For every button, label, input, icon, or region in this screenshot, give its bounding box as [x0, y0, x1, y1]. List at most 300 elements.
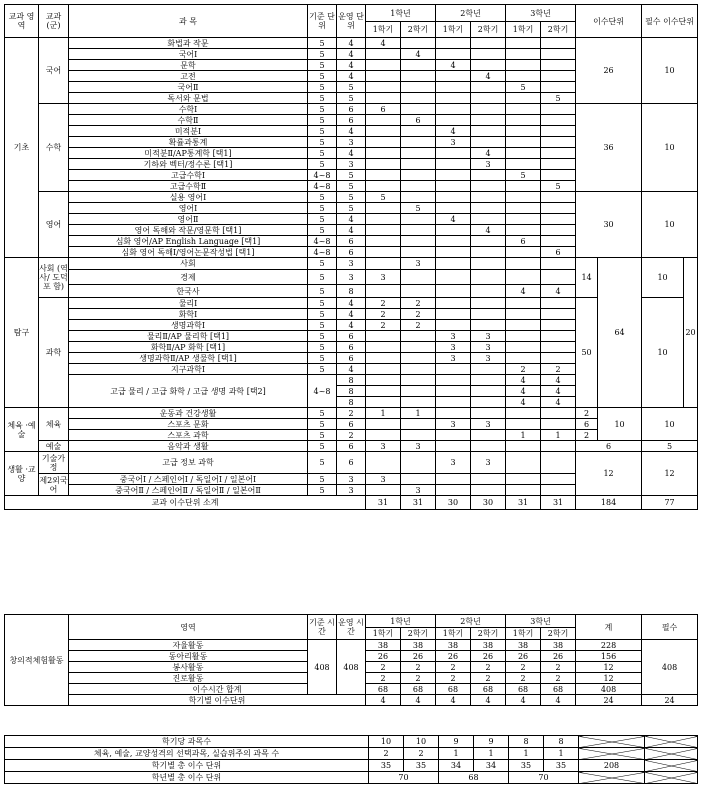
semester-credits: [506, 353, 541, 364]
semester-credits: 2: [366, 309, 401, 320]
summary-total: 184: [576, 496, 642, 510]
run-credits: 5: [337, 93, 366, 104]
subject-name: 미적분Ⅰ: [69, 126, 308, 137]
row-label: 학기별 총 이수 단위: [5, 760, 369, 772]
semester-credits: 1: [366, 408, 401, 419]
semester-hours: 2: [401, 662, 436, 673]
semester-credits: 5: [506, 82, 541, 93]
subject-name: 국어Ⅰ: [69, 49, 308, 60]
header-sem: 2학기: [401, 628, 436, 640]
semester-credits: [506, 148, 541, 159]
semester-credits: 4: [436, 214, 471, 225]
subject-name: 고전: [69, 71, 308, 82]
crossed-cell: [579, 748, 645, 760]
semester-credits: 1: [506, 430, 541, 441]
semester-credits: 3: [471, 452, 506, 474]
semester-value: 8: [544, 736, 579, 748]
semester-credits: 3: [471, 159, 506, 170]
semester-credits: [366, 353, 401, 364]
subject-name: 음악과 생활: [69, 441, 308, 452]
summary-value: 30: [471, 496, 506, 510]
semester-hours: 68: [401, 684, 436, 695]
semester-hours: 26: [436, 651, 471, 662]
semester-credits: [436, 364, 471, 375]
total-yeongeo: 30: [576, 192, 642, 258]
semester-credits: 2: [506, 364, 541, 375]
run-credits: 5: [337, 192, 366, 203]
total-gwahak: 50: [576, 298, 598, 408]
semester-value: 1: [439, 748, 474, 760]
semester-credits: [366, 285, 401, 298]
semester-credits: [541, 236, 576, 247]
base-credits: 5: [308, 441, 337, 452]
semester-credits: [436, 159, 471, 170]
subject-name: 한국사: [69, 285, 308, 298]
activity-name: 학기별 이수단위: [69, 695, 366, 706]
semester-credits: 3: [366, 441, 401, 452]
semester-value: 9: [474, 736, 509, 748]
crossed-cell: [645, 736, 698, 748]
semester-credits: 1: [401, 408, 436, 419]
semester-credits: [541, 192, 576, 203]
header-sem: 1학기: [506, 628, 541, 640]
semester-credits: [436, 258, 471, 270]
run-credits: 4: [337, 309, 366, 320]
semester-credits: [436, 474, 471, 485]
summary-value: 31: [541, 496, 576, 510]
subject-name: 물리Ⅰ: [69, 298, 308, 309]
semester-credits: [401, 214, 436, 225]
base-credits: 5: [308, 159, 337, 170]
base-credits: 5: [308, 452, 337, 474]
header-area: 교과 영역: [5, 5, 39, 38]
crossed-cell: [579, 736, 645, 748]
header-sem: 1학기: [366, 628, 401, 640]
semester-credits: [401, 375, 436, 386]
base-credits: 4~8: [308, 247, 337, 258]
semester-value: 9: [439, 736, 474, 748]
semester-credits: [541, 298, 576, 309]
semester-value: 34: [474, 760, 509, 772]
semester-credits: [471, 474, 506, 485]
crossed-cell: [579, 772, 645, 784]
base-credits: 5: [308, 285, 337, 298]
header-sem: 2학기: [401, 22, 436, 38]
run-credits: 6: [337, 236, 366, 247]
semester-credits: [506, 181, 541, 192]
semester-credits: 3: [436, 419, 471, 430]
header-grade2: 2학년: [436, 615, 506, 628]
subject-name: 운동과 건강생활: [69, 408, 308, 419]
semester-credits: 5: [401, 203, 436, 214]
header-sem: 2학기: [541, 22, 576, 38]
summary-value: 30: [436, 496, 471, 510]
semester-credits: 3: [471, 419, 506, 430]
base-credits: 5: [308, 192, 337, 203]
semester-credits: [366, 430, 401, 441]
run-credits: 6: [337, 104, 366, 115]
subject-name: 생명과학Ⅱ/AP 생물학 [택1]: [69, 353, 308, 364]
semester-credits: [436, 285, 471, 298]
total-yesul: 6: [576, 441, 642, 452]
semester-credits: [471, 364, 506, 375]
semester-credits: [471, 309, 506, 320]
semester-hours: 2: [436, 673, 471, 684]
semester-credits: [471, 181, 506, 192]
semester-credits: [506, 71, 541, 82]
base-credits: 5: [308, 126, 337, 137]
semester-credits: [366, 452, 401, 474]
subject-name: 심화 영어 독해Ⅰ/영어논문작성법 [택1]: [69, 247, 308, 258]
semester-credits: [436, 430, 471, 441]
run-credits: 8: [337, 397, 366, 408]
semester-credits: 2: [541, 364, 576, 375]
base-credits: 5: [308, 309, 337, 320]
total-units: 208: [579, 760, 645, 772]
row-label: 학년별 총 이수 단위: [5, 772, 369, 784]
semester-credits: [541, 474, 576, 485]
base-credits: 5: [308, 214, 337, 225]
header-grade3: 3학년: [506, 615, 576, 628]
semester-credits: 3: [436, 452, 471, 474]
semester-credits: 3: [366, 474, 401, 485]
semester-credits: [366, 258, 401, 270]
semester-credits: [401, 181, 436, 192]
semester-credits: 3: [471, 342, 506, 353]
base-credits: 5: [308, 353, 337, 364]
run-credits: 6: [337, 452, 366, 474]
semester-credits: [506, 419, 541, 430]
semester-credits: [366, 137, 401, 148]
semester-credits: 3: [401, 485, 436, 496]
semester-credits: [541, 159, 576, 170]
semester-credits: [471, 386, 506, 397]
base-credits: 5: [308, 474, 337, 485]
semester-credits: [471, 430, 506, 441]
semester-credits: [436, 386, 471, 397]
semester-credits: [366, 331, 401, 342]
semester-hours: 4: [401, 695, 436, 706]
semester-credits: [436, 148, 471, 159]
semester-credits: [506, 342, 541, 353]
semester-credits: [366, 115, 401, 126]
semester-credits: [471, 285, 506, 298]
run-credits: 2: [337, 430, 366, 441]
semester-hours: 38: [366, 640, 401, 651]
semester-value: 2: [369, 748, 404, 760]
subject-name: 화학Ⅰ: [69, 309, 308, 320]
area-saenghwal: 생활 ·교양: [5, 452, 39, 496]
semester-credits: [471, 192, 506, 203]
total-sahoe: 14: [576, 258, 598, 298]
semester-credits: [366, 386, 401, 397]
run-credits: 4: [337, 225, 366, 236]
semester-credits: [401, 148, 436, 159]
header-total: 이수단위: [576, 5, 642, 38]
group-gugeo: 국어: [39, 38, 69, 104]
run-credits: 4: [337, 298, 366, 309]
semester-credits: 4: [436, 126, 471, 137]
header-sem: 1학기: [506, 22, 541, 38]
activity-name: 봉사활동: [69, 662, 308, 673]
summary-label: 교과 이수단위 소계: [5, 496, 366, 510]
semester-value: 35: [369, 760, 404, 772]
semester-credits: [401, 364, 436, 375]
total-saenghwal: 12: [576, 452, 642, 496]
semester-credits: [436, 247, 471, 258]
base-credits: 5: [308, 258, 337, 270]
crossed-cell: [645, 760, 698, 772]
semester-credits: 5: [366, 192, 401, 203]
semester-hours: 2: [541, 662, 576, 673]
semester-credits: [366, 93, 401, 104]
semester-credits: [506, 452, 541, 474]
semester-credits: [506, 104, 541, 115]
area-cheyuk: 체육 ·예술: [5, 408, 39, 452]
semester-credits: [541, 408, 576, 419]
subject-name: 수학Ⅱ: [69, 115, 308, 126]
semester-credits: [401, 236, 436, 247]
semester-hours: 2: [506, 673, 541, 684]
subject-name: 생명과학Ⅰ: [69, 320, 308, 331]
semester-credits: 4: [366, 38, 401, 49]
semester-credits: [506, 214, 541, 225]
required-yesul: 5: [642, 441, 698, 452]
semester-credits: [541, 104, 576, 115]
semester-hours: 4: [541, 695, 576, 706]
semester-credits: [506, 309, 541, 320]
semester-credits: [401, 38, 436, 49]
semester-credits: [541, 331, 576, 342]
subject-name: 수학Ⅰ: [69, 104, 308, 115]
semester-credits: 4: [471, 71, 506, 82]
summary-required: 77: [642, 496, 698, 510]
semester-credits: [366, 170, 401, 181]
subject-name: 국어Ⅱ: [69, 82, 308, 93]
total-cheyuk-c: 2: [576, 430, 598, 441]
creative-activities-table: [4, 614, 698, 706]
row-label: 체육, 예술, 교양성격의 선택과목, 실습위주의 과목 수: [5, 748, 369, 760]
semester-credits: 6: [541, 247, 576, 258]
run-credits: 3: [337, 159, 366, 170]
run-credits: 6: [337, 419, 366, 430]
subject-name: 고급 정보 과학: [69, 452, 308, 474]
base-credits: 4~8: [308, 236, 337, 247]
semester-hours: 38: [471, 640, 506, 651]
semester-hours: 38: [401, 640, 436, 651]
semester-credits: [541, 170, 576, 181]
semester-credits: [366, 181, 401, 192]
semester-credits: [436, 93, 471, 104]
header-sem: 1학기: [366, 22, 401, 38]
semester-credits: [541, 485, 576, 496]
semester-credits: 5: [541, 181, 576, 192]
base-credits: 5: [308, 320, 337, 331]
base-credits: 4~8: [308, 181, 337, 192]
run-credits: 6: [337, 342, 366, 353]
semester-credits: 4: [541, 386, 576, 397]
semester-credits: [541, 203, 576, 214]
semester-credits: [506, 441, 541, 452]
header-sem: 1학기: [436, 628, 471, 640]
semester-credits: [401, 342, 436, 353]
base-credits: 5: [308, 364, 337, 375]
header-grade1: 1학년: [366, 615, 436, 628]
semester-credits: [541, 214, 576, 225]
run-credits: 4: [337, 364, 366, 375]
base-credits: 5: [308, 38, 337, 49]
base-credits: 5: [308, 115, 337, 126]
semester-hours: 4: [366, 695, 401, 706]
required-suhak: 10: [642, 104, 698, 192]
semester-hours: 38: [436, 640, 471, 651]
semester-credits: [401, 170, 436, 181]
subject-name: 문학: [69, 60, 308, 71]
run-credits: 8: [337, 386, 366, 397]
subject-name: 고급수학Ⅱ: [69, 181, 308, 192]
run-credits: 3: [337, 258, 366, 270]
group-gisul: 기술가정: [39, 452, 69, 474]
subject-name: 심화 영어/AP English Language [택1]: [69, 236, 308, 247]
semester-credits: [471, 441, 506, 452]
semester-credits: 3: [436, 137, 471, 148]
run-credits: 8: [337, 285, 366, 298]
semester-credits: [541, 225, 576, 236]
group-je2: 제2외국어: [39, 475, 68, 494]
run-credits: 5: [337, 203, 366, 214]
activity-name: 자율활동: [69, 640, 308, 651]
semester-hours: 2: [541, 673, 576, 684]
semester-credits: [471, 115, 506, 126]
semester-credits: [506, 225, 541, 236]
semester-hours: 68: [541, 684, 576, 695]
semester-credits: 4: [506, 375, 541, 386]
summary-value: 31: [366, 496, 401, 510]
semester-credits: [471, 137, 506, 148]
base-credits: 5: [308, 203, 337, 214]
semester-credits: [541, 148, 576, 159]
run-credits: 5: [337, 181, 366, 192]
base-credits: 5: [308, 82, 337, 93]
run-credits: 8: [337, 375, 366, 386]
group-yesul: 예술: [39, 441, 69, 452]
total-suhak: 36: [576, 104, 642, 192]
summary-value: 31: [401, 496, 436, 510]
activity-total: 228: [576, 640, 642, 651]
base-credits: 5: [308, 430, 337, 441]
semester-credits: [366, 364, 401, 375]
row-label: 학기당 과목수: [5, 736, 369, 748]
semester-credits: [541, 258, 576, 270]
header-base-credits: 기준 단위: [308, 5, 337, 38]
semester-credits: [366, 375, 401, 386]
header-run-time: 운영 시간: [337, 615, 366, 640]
semester-credits: [436, 309, 471, 320]
year-total: 68: [439, 772, 509, 784]
semester-credits: [506, 203, 541, 214]
header-sem: 1학기: [436, 22, 471, 38]
run-credits: 5: [337, 82, 366, 93]
run-credits: 3: [337, 137, 366, 148]
base-credits: 5: [308, 148, 337, 159]
semester-credits: 4: [471, 225, 506, 236]
semester-hours: 4: [436, 695, 471, 706]
semester-credits: [436, 225, 471, 236]
semester-credits: [366, 419, 401, 430]
required-units: 24: [642, 695, 698, 706]
semester-credits: [541, 320, 576, 331]
semester-credits: [366, 397, 401, 408]
required-yeongeo: 10: [642, 192, 698, 258]
base-credits: 5: [308, 485, 337, 496]
activity-name: 동아리활동: [69, 651, 308, 662]
header-grade2: 2학년: [436, 5, 506, 22]
semester-credits: [401, 104, 436, 115]
subject-name: 독서와 문법: [69, 93, 308, 104]
semester-hours: 2: [471, 673, 506, 684]
subject-name: 중국어Ⅰ / 스페인어Ⅰ / 독일어Ⅰ / 일본어Ⅰ: [69, 474, 308, 485]
semester-credits: 4: [541, 285, 576, 298]
semester-credits: [366, 225, 401, 236]
area-gicho: 기초: [5, 38, 39, 258]
semester-credits: [541, 126, 576, 137]
crossed-cell: [645, 772, 698, 784]
semester-credits: [401, 225, 436, 236]
subject-name: 화학Ⅱ/AP 화학 [택1]: [69, 342, 308, 353]
semester-credits: [471, 408, 506, 419]
semester-credits: [471, 485, 506, 496]
semester-credits: [401, 192, 436, 203]
semester-credits: [401, 285, 436, 298]
semester-credits: 4: [436, 60, 471, 71]
semester-credits: 6: [401, 115, 436, 126]
group-yeongeo: 영어: [39, 192, 69, 258]
semester-credits: [401, 397, 436, 408]
required-gugeo: 10: [642, 38, 698, 104]
activity-total: 24: [576, 695, 642, 706]
run-credits: 6: [337, 247, 366, 258]
semester-credits: [436, 104, 471, 115]
required-time: 408: [642, 640, 698, 695]
semester-credits: [366, 60, 401, 71]
crossed-cell: [645, 748, 698, 760]
run-credits: 4: [337, 60, 366, 71]
semester-credits: [436, 38, 471, 49]
base-credits: 5: [308, 71, 337, 82]
semester-hours: 68: [366, 684, 401, 695]
curriculum-table: [4, 4, 698, 510]
semester-credits: 4: [506, 386, 541, 397]
semester-credits: [436, 270, 471, 285]
base-credits: 5: [308, 104, 337, 115]
run-credits: 5: [337, 170, 366, 181]
semester-credits: [506, 320, 541, 331]
semester-credits: [366, 247, 401, 258]
semester-credits: [541, 353, 576, 364]
subject-name: 화법과 작문: [69, 38, 308, 49]
header-grade1: 1학년: [366, 5, 436, 22]
semester-value: 1: [474, 748, 509, 760]
subject-name: 영어Ⅰ: [69, 203, 308, 214]
semester-credits: [471, 170, 506, 181]
semester-credits: [401, 419, 436, 430]
semester-credits: [506, 247, 541, 258]
header-grade3: 3학년: [506, 5, 576, 22]
semester-credits: 5: [541, 93, 576, 104]
base-credits: 5: [308, 270, 337, 285]
total-cheyuk-b: 6: [576, 419, 598, 430]
semester-credits: [436, 115, 471, 126]
